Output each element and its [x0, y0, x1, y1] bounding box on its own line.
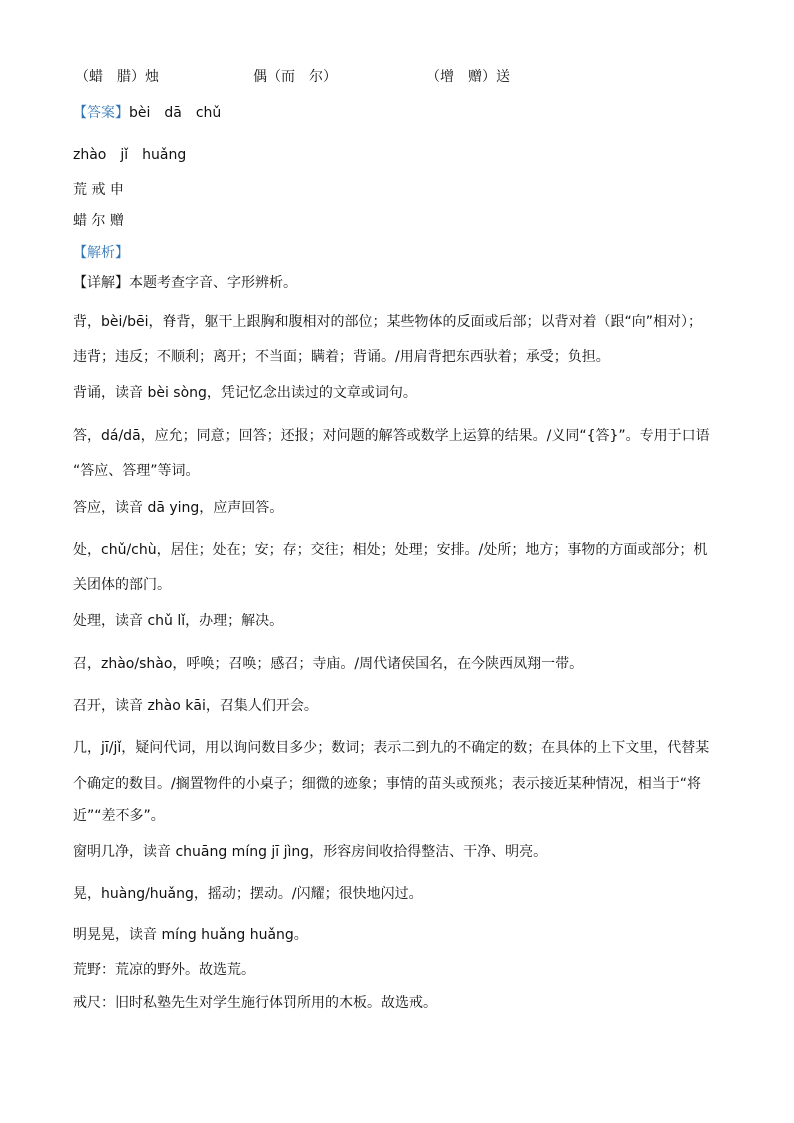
detail-line	[73, 273, 297, 293]
paragraph-line: 背，bèi/bēi，脊背，躯干上跟胸和腹相对的部位；某些物体的反面或后部；以背对着（跟“向”相对）；	[73, 314, 702, 330]
paragraph-line: 窗明几净，读音 chuāng míng jī jìng，形容房间收拾得整洁、干净、明亮。	[73, 844, 548, 860]
paragraph-line: 答，dá/dā，应允；同意；回答；还报；对问题的解答或数学上运算的结果。/义同“{答}”。专用于口语	[73, 428, 710, 444]
paragraph-line: 几，jī/jǐ，疑问代词，用以询问数目多少；数词；表示二到九的不确定的数；在具体的上下文里，代替某	[73, 740, 710, 756]
paragraph-line: 晃，huàng/huǎng，摇动；摆动。/闪耀；很快地闪过。	[73, 886, 423, 902]
paragraph-line: 召，zhào/shào，呼唤；召唤；感召；寺庙。/周代诸侯国名，在今陕西凤翔一带。	[73, 656, 584, 672]
answer-pinyin-2: zhào jǐ huǎng	[73, 147, 187, 163]
paragraph-line: “答应、答理”等词。	[73, 463, 200, 479]
paragraph-line: 戒尺：旧时私塾先生对学生施行体罚所用的木板。故选戒。	[73, 995, 437, 1011]
paragraph-line: 关团体的部门。	[73, 577, 171, 593]
question-group-3: （增 赠）送	[426, 69, 510, 85]
paragraph-line: 答应，读音 dā ying，应声回答。	[73, 500, 284, 516]
detail-text: 本题考查字音、字形辨析。	[129, 275, 297, 291]
paragraph-line: 个确定的数目。/搁置物件的小桌子；细微的迹象；事情的苗头或预兆；表示接近某种情况，相当于“将	[73, 776, 701, 792]
paragraph-line: 近”“差不多”。	[73, 808, 165, 824]
answer-line-1	[73, 103, 221, 123]
answer-pinyin-1: bèi dā chǔ	[129, 105, 222, 121]
question-group-1: （蜡 腊）烛	[75, 69, 159, 85]
detail-tag: 【详解】	[73, 275, 129, 291]
analysis-tag: 【解析】	[73, 245, 129, 261]
paragraph-line: 背诵，读音 bèi sòng，凭记忆念出读过的文章或词句。	[73, 385, 417, 401]
answer-tag: 【答案】	[73, 105, 129, 121]
paragraph-line: 荒野：荒凉的野外。故选荒。	[73, 962, 255, 978]
paragraph-line: 处，chǔ/chù，居住；处在；安；存；交往；相处；处理；安排。/处所；地方；事物的方面或部分；机	[73, 542, 708, 558]
paragraph-line: 召开，读音 zhào kāi，召集人们开会。	[73, 698, 318, 714]
question-group-2: 偶（而 尔）	[253, 69, 337, 85]
paragraph-line: 处理，读音 chǔ lǐ，办理；解决。	[73, 613, 284, 629]
paragraph-line: 违背；违反；不顺利；离开；不当面；瞒着；背诵。/用肩背把东西驮着；承受；负担。	[73, 349, 610, 365]
paragraph-line: 明晃晃，读音 míng huǎng huǎng。	[73, 927, 308, 943]
answer-chars-1: 荒 戒 申	[73, 182, 124, 198]
answer-chars-2: 蜡 尔 赠	[73, 213, 124, 229]
